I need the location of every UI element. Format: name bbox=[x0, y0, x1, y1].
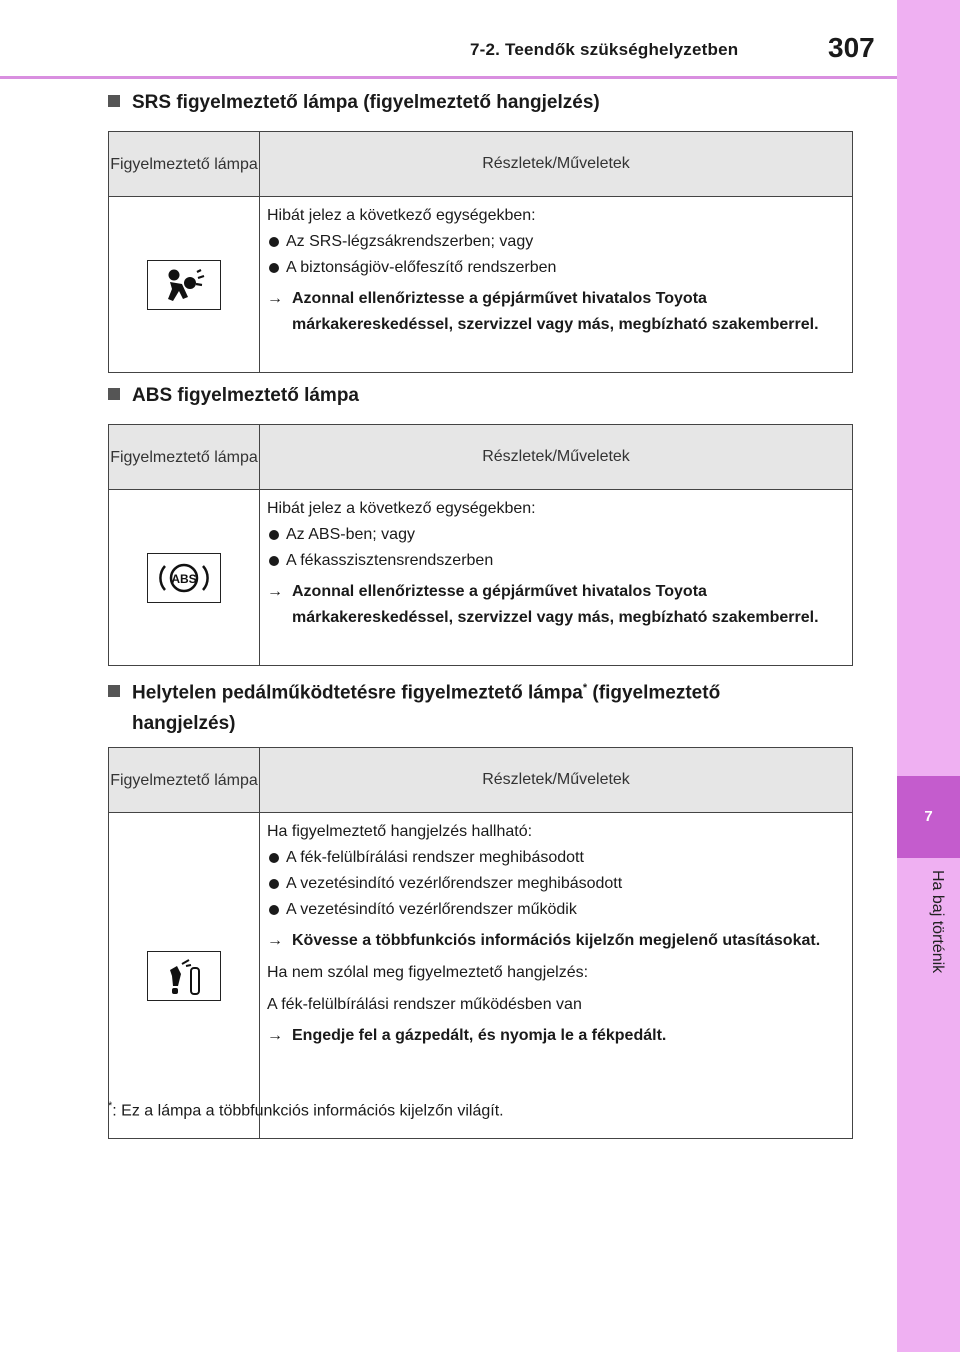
section-square-icon bbox=[108, 95, 120, 107]
pedal-details-cell bbox=[260, 813, 853, 1139]
action-instruction: → Azonnal ellenőriztesse a gépjárművet hivatalos Toyota márkakereskedéssel, szervizzel vagy más, megbízható szakemberrel. bbox=[267, 579, 844, 631]
list-item: Az ABS-ben; vagy bbox=[267, 522, 844, 548]
abs-icon-text: ABS bbox=[171, 571, 197, 586]
column-header-details: Részletek/Műveletek bbox=[260, 425, 853, 490]
list-item: A biztonságiöv-előfeszítő rendszerben bbox=[267, 255, 844, 281]
column-header-lamp: Figyelmeztető lámpa bbox=[109, 425, 260, 490]
note-no-sound: Ha nem szólal meg figyelmeztető hangjelzés: bbox=[267, 964, 589, 981]
section-square-icon bbox=[108, 388, 120, 400]
srs-details-cell bbox=[260, 197, 853, 373]
srs-warning-table bbox=[108, 131, 853, 373]
arrow-icon: → bbox=[267, 1027, 283, 1044]
pedal-warning-table bbox=[108, 747, 853, 1139]
column-header-details: Részletek/Műveletek bbox=[260, 748, 853, 813]
list-item: A vezetésindító vezérlőrendszer meghibásodott bbox=[267, 871, 844, 897]
lamp-cell bbox=[109, 490, 260, 666]
list-item: A fékasszisztensrendszerben bbox=[267, 548, 844, 574]
detail-intro: Hibát jelez a következő egységekben: bbox=[267, 500, 536, 517]
column-header-details: Részletek/Műveletek bbox=[260, 132, 853, 197]
srs-airbag-icon bbox=[147, 260, 221, 310]
arrow-icon: → bbox=[267, 290, 283, 307]
section-title-line2: hangjelzés) bbox=[132, 713, 236, 735]
list-item: A fék-felülbírálási rendszer meghibásodott bbox=[267, 845, 844, 871]
detail-intro: Hibát jelez a következő egységekben: bbox=[267, 207, 536, 224]
lamp-cell bbox=[109, 813, 260, 1139]
arrow-icon: → bbox=[267, 583, 283, 600]
list-item: A vezetésindító vezérlőrendszer működik bbox=[267, 897, 844, 923]
pedal-warning-icon bbox=[147, 951, 221, 1001]
arrow-icon: → bbox=[267, 932, 283, 949]
action-instruction: → Azonnal ellenőriztesse a gépjárművet hivatalos Toyota márkakereskedéssel, szervizzel vagy más, megbízható szakemberrel. bbox=[267, 286, 844, 338]
abs-warning-table bbox=[108, 424, 853, 666]
abs-icon bbox=[147, 553, 221, 603]
chapter-sidebar bbox=[897, 0, 960, 1352]
lamp-cell bbox=[109, 197, 260, 373]
section-title-abs: ABS figyelmeztető lámpa bbox=[108, 380, 359, 411]
note-brake-override: A fék-felülbírálási rendszer működésben van bbox=[267, 996, 582, 1013]
column-header-lamp: Figyelmeztető lámpa bbox=[109, 132, 260, 197]
header-divider bbox=[0, 76, 897, 79]
chapter-title: Ha baj történik bbox=[929, 870, 946, 974]
abs-details-cell bbox=[260, 490, 853, 666]
detail-intro: Ha figyelmeztető hangjelzés hallható: bbox=[267, 823, 533, 840]
page-number: 307 bbox=[828, 32, 875, 63]
footnote: *: Ez a lámpa a többfunkciós információs kijelzőn világít. bbox=[108, 1100, 504, 1120]
section-title-pedal: Helytelen pedálműködtetésre figyelmeztető lámpa* (figyelmeztető hangjelzés) bbox=[108, 673, 720, 739]
section-title-srs: SRS figyelmeztető lámpa (figyelmeztető hangjelzés) bbox=[108, 87, 600, 118]
action-instruction: → Kövesse a többfunkciós információs kijelzőn megjelenő utasításokat. bbox=[267, 928, 844, 954]
list-item: Az SRS-légzsákrendszerben; vagy bbox=[267, 229, 844, 255]
section-header: 7-2. Teendők szükséghelyzetben bbox=[470, 40, 739, 59]
column-header-lamp: Figyelmeztető lámpa bbox=[109, 748, 260, 813]
action-instruction-2: → Engedje fel a gázpedált, és nyomja le a fékpedált. bbox=[267, 1023, 844, 1049]
chapter-number-tab[interactable]: 7 bbox=[897, 776, 960, 858]
section-square-icon bbox=[108, 685, 120, 697]
